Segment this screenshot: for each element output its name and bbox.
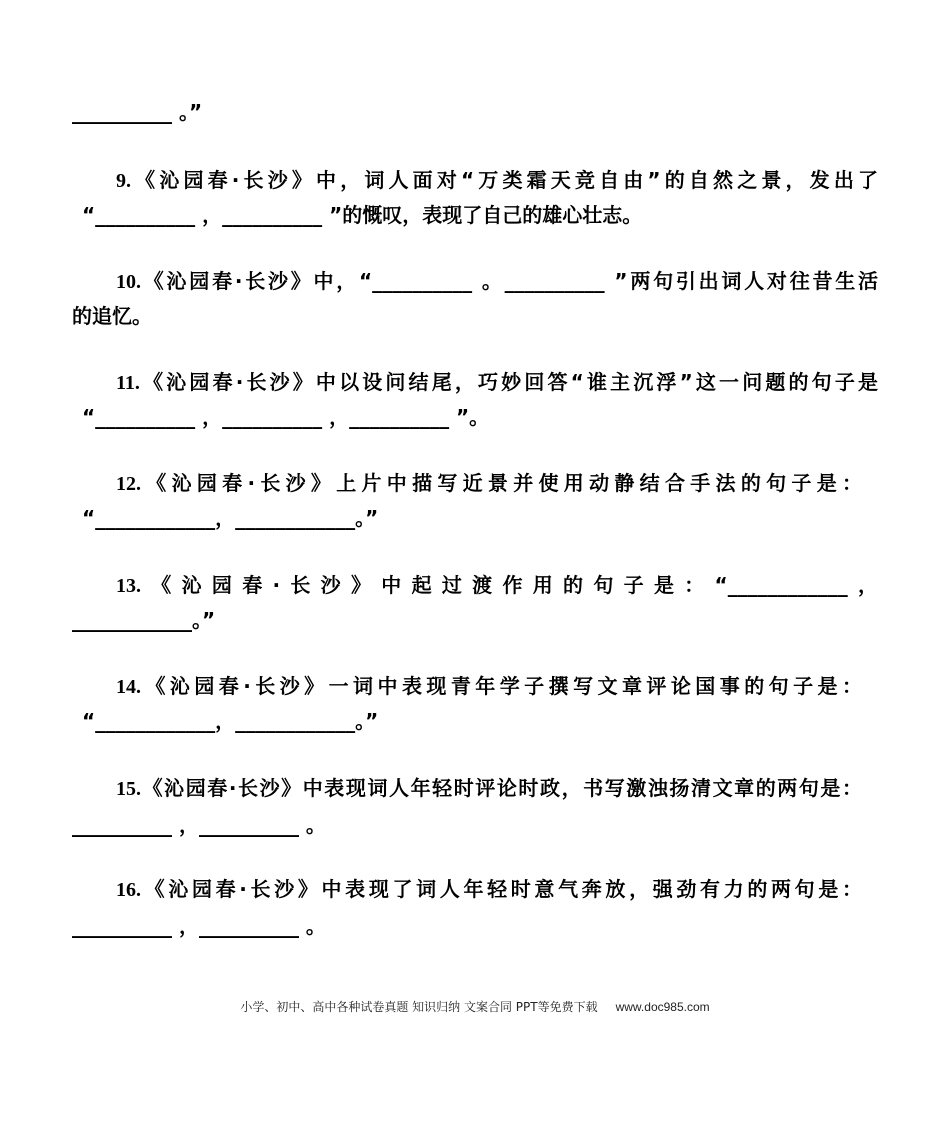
question-16-number: 16. [116,879,141,901]
question-12-line-1 [116,469,862,498]
prev-line-1: __________ 。” [72,100,203,124]
question-9-number: 9. [116,170,131,192]
question-9-text-1: 《沁园春·长沙》中，词人面对“万类霜天竞自由”的自然之景，发出了 [131,168,878,192]
question-11-number: 11. [116,372,140,394]
question-15-number: 15. [116,778,141,800]
question-10-line-1 [116,267,878,296]
question-9-line-1 [116,166,878,195]
question-15-line-1 [116,774,862,803]
question-14-number: 14. [116,676,141,698]
question-13-line-2 [72,606,878,634]
question-12-number: 12. [116,473,141,495]
question-15-line-2 [72,811,878,839]
footer-text: 小学、初中、高中各种试卷真题 知识归纳 文案合同 PPT等免费下载 [240,1000,598,1014]
question-10-text-2: 的追忆。 [72,304,152,328]
question-13-number: 13. [116,575,141,597]
question-9-line-2 [82,201,888,229]
question-10-number: 10. [116,271,141,293]
question-13-text-1: 《沁园春·长沙》中起过渡作用的句子是：“____________， [141,573,878,597]
question-12-line-2 [82,504,888,532]
question-16-text-1: 《沁园春·长沙》中表现了词人年轻时意气奔放，强劲有力的两句是： [141,877,862,901]
question-11-line-1 [116,368,878,397]
question-16-line-1 [116,875,862,904]
question-11-text-2: “__________ ，__________ ，__________ ”。 [82,405,490,429]
prev-question-tail [72,98,878,126]
question-15-text-2: __________ ，__________ 。 [72,813,326,837]
page-footer [0,998,950,1015]
footer-url[interactable]: www.doc985.com [615,1000,710,1014]
question-11-line-2 [82,403,888,431]
question-12-text-1: 《沁园春·长沙》上片中描写近景并使用动静结合手法的句子是： [141,471,862,495]
question-11-text-1: 《沁园春·长沙》中以设问结尾，巧妙回答“谁主沉浮”这一问题的句子是 [139,370,878,394]
question-9-text-2: “__________ ，__________ ”的慨叹，表现了自己的雄心壮志。 [82,203,643,227]
question-14-text-2: “____________，____________。” [82,709,379,733]
question-10-line-2 [72,302,878,330]
question-14-text-1: 《沁园春·长沙》一词中表现青年学子撰写文章评论国事的句子是： [141,674,862,698]
question-12-text-2: “____________，____________。” [82,506,379,530]
question-13-text-2: ____________。” [72,608,216,632]
question-16-text-2: __________ ，__________ 。 [72,914,326,938]
question-16-line-2 [72,912,878,940]
question-13-line-1 [116,571,878,600]
question-14-line-1 [116,672,862,701]
question-10-text-1: 《沁园春·长沙》中，“__________ 。__________ ”两句引出词人对往昔生活 [141,269,878,293]
question-15-text-1: 《沁园春·长沙》中表现词人年轻时评论时政，书写激浊扬清文章的两句是： [141,776,862,800]
question-14-line-2 [82,707,888,735]
